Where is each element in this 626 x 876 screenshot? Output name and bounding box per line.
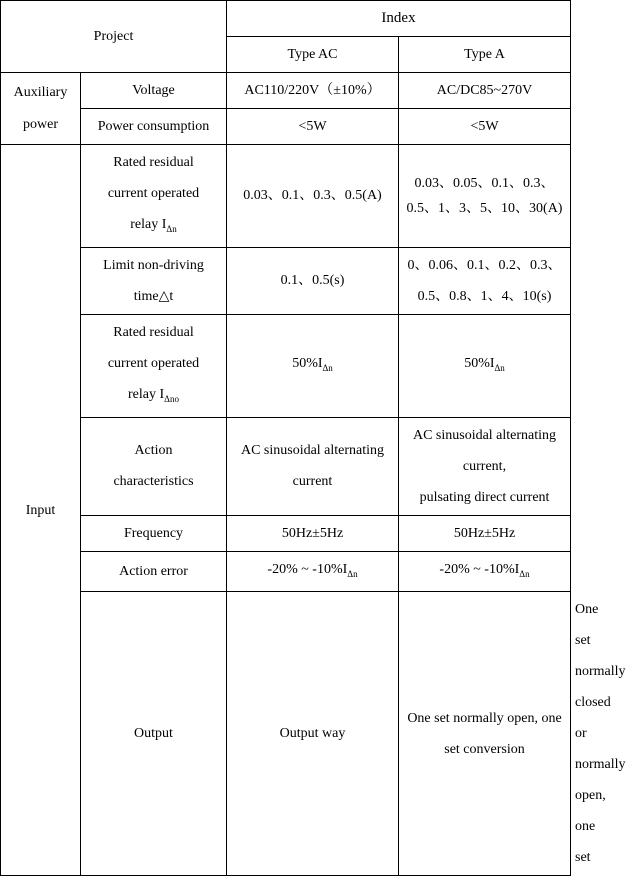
power-row (1, 109, 571, 145)
project-header: Project (1, 1, 227, 73)
action-characteristics-label: Action characteristics (81, 417, 227, 515)
output-way-ac: One set normally open, one set conversion (399, 592, 571, 876)
frequency-row (1, 515, 571, 551)
limit-time-label: Limit non-driving time△t (81, 247, 227, 314)
rated-current-no-label: Rated residual current operated relay $I_{\Delta no}$ (81, 314, 227, 417)
output-group: Output (81, 592, 227, 876)
voltage-a: AC/DC85~270V (399, 73, 571, 109)
type-a-header: Type A (399, 37, 571, 73)
power-a: <5W (399, 109, 571, 145)
frequency-label: Frequency (81, 515, 227, 551)
rated-current-row (1, 145, 571, 248)
action-error-row (1, 551, 571, 592)
action-characteristics-a: AC sinusoidal alternating current, pulsating direct current (399, 417, 571, 515)
voltage-row (1, 73, 571, 109)
action-error-a: -20% ~ $-10\%I_{\Delta n}$ (399, 551, 571, 592)
rated-current-ac: 0.03、0.1、0.3、0.5(A) (227, 145, 399, 248)
auxiliary-power-group: Auxiliary power (1, 73, 81, 145)
action-error-ac: -20% ~ $-10\%I_{\Delta n}$ (227, 551, 399, 592)
output-way-label: Output way (227, 592, 399, 876)
input-group: Input (1, 145, 81, 876)
action-error-label: Action error (81, 551, 227, 592)
action-characteristics-row (1, 417, 571, 515)
rated-current-label: Rated residual current operated relay $I_{\Delta n}$ (81, 145, 227, 248)
header-row-1 (1, 1, 571, 37)
power-label: Power consumption (81, 109, 227, 145)
output-row: Output Output way One set normally open, one set conversion One set normally closed or normally open, one set (1, 592, 571, 876)
rated-current-no-a: $50\%I_{\Delta n}$ (399, 314, 571, 417)
action-characteristics-ac: AC sinusoidal alternating current (227, 417, 399, 515)
limit-time-a: 0、0.06、0.1、0.2、0.3、 0.5、0.8、1、4、10(s) (399, 247, 571, 314)
frequency-a: 50Hz±5Hz (399, 515, 571, 551)
rated-current-a: 0.03、0.05、0.1、0.3、 0.5、1、3、5、10、30(A) (399, 145, 571, 248)
index-header: Index (227, 1, 571, 37)
limit-time-ac: 0.1、0.5(s) (227, 247, 399, 314)
type-ac-header: Type AC (227, 37, 399, 73)
frequency-ac: 50Hz±5Hz (227, 515, 399, 551)
rated-current-no-row (1, 314, 571, 417)
limit-time-row (1, 247, 571, 314)
power-ac: <5W (227, 109, 399, 145)
voltage-label: Voltage (81, 73, 227, 109)
voltage-ac: AC110/220V（±10%） (227, 73, 399, 109)
rated-current-no-ac: $50\%I_{\Delta n}$ (227, 314, 399, 417)
